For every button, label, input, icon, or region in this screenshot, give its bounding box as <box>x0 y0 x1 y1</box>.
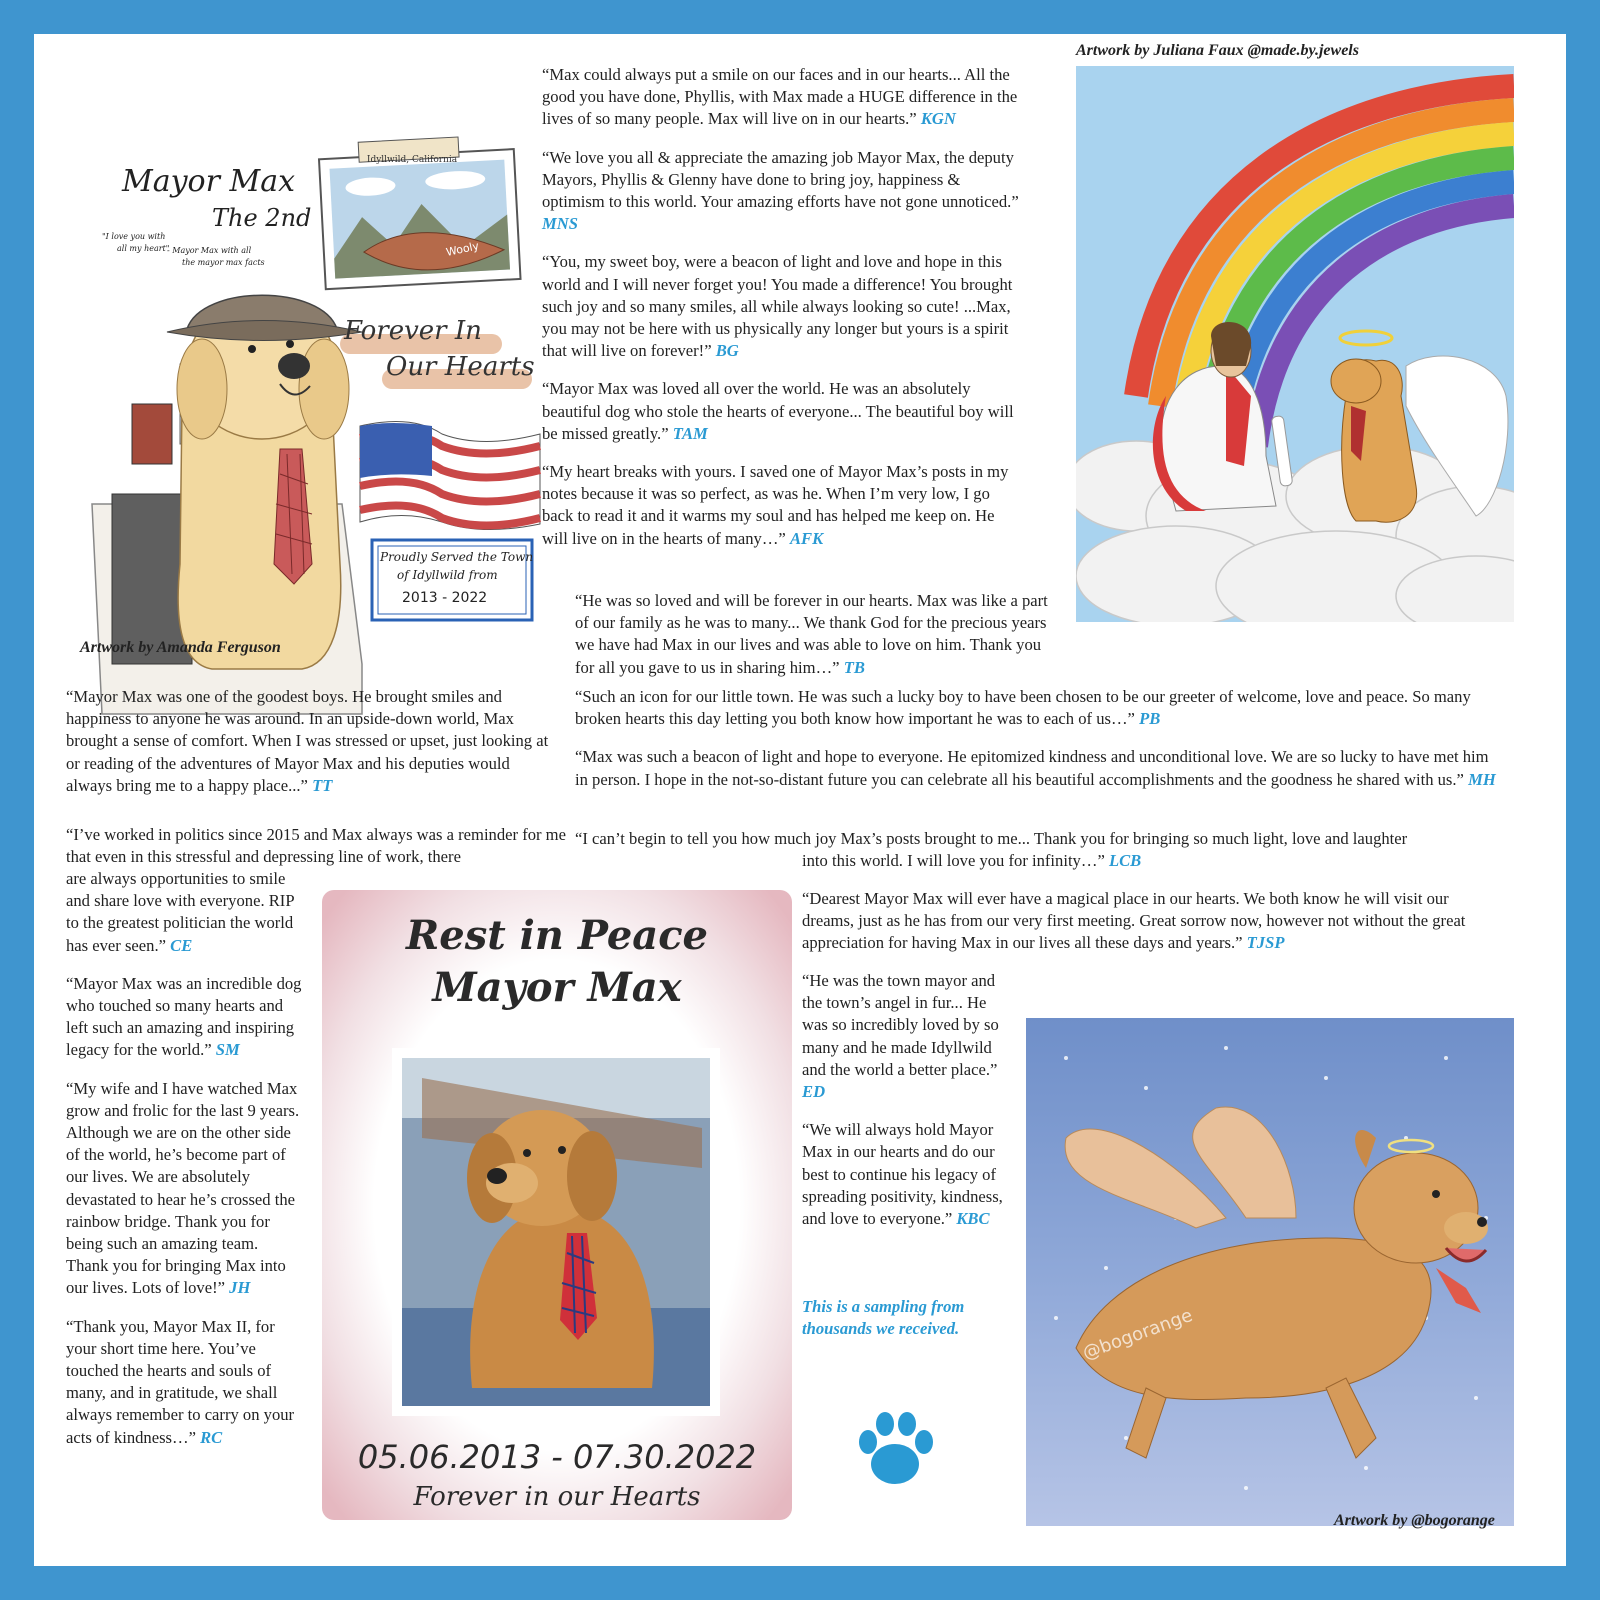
quote-tjsp: “Dearest Mayor Max will ever have a magical place in our hearts. We both know he will visit our dreams, just as he has from our very first meeting. Great sorrow now, however not without the great appreciation for having Max in our lives all these days and years.” TJSP <box>802 889 1466 953</box>
quote-kbc: “We will always hold Mayor Max in our hearts and do our best to continue his legacy of spreading positivity, kindness, and love to everyone.” KBC <box>802 1120 1003 1229</box>
max-photo-image <box>402 1058 710 1406</box>
rainbow-illustration <box>1076 66 1514 622</box>
memorial-dates: 05.06.2013 - 07.30.2022 <box>357 1438 757 1476</box>
quote-lcb-line1: “I can’t begin to tell you how much joy Max’s posts brought to me... Thank you for bringing so much light, love and laughter <box>575 829 1408 848</box>
quote-rc: “Thank you, Mayor Max II, for your short time here. You’ve touched the hearts and souls of many, and in gratitude, we shall always remember to carry on your acts of kindness…” RC <box>66 1316 295 1447</box>
rainbow-artwork <box>1076 66 1514 622</box>
quote-afk: “My heart breaks with yours. I saved one of Mayor Max’s posts in my notes because it was so perfect, as was he. When I’m very low, I go back to read it and it warms my soul and has helped me keep on. He will live on in the hearts of many…” AFK <box>542 462 1009 548</box>
our-hearts-text: Our Hearts <box>386 352 535 382</box>
quotes-top-center <box>542 64 1020 566</box>
quote-tam: “Mayor Max was loved all over the world. He was an absolutely beautiful dog who stole the hearts of everyone... The beautiful boy will be missed greatly.” TAM <box>542 379 1014 443</box>
newsletter-page <box>34 34 1566 1566</box>
bogorange-watermark: @bogorange <box>1079 1304 1196 1365</box>
quote-tt: “Mayor Max was one of the goodest boys. He brought smiles and happiness to anyone he was around. In an upside-down world, Max brought a sense of comfort. When I was stressed or upset, just looking at or reading of the adventures of Mayor Max and his deputies would always bring me to a happy place...” TT <box>66 687 549 795</box>
quote-kgn: “Max could always put a smile on our faces and in our hearts... All the good you have done, Phyllis, with Max made a HUGE difference in the lives of so many people. Max will live on in our hearts.” KGN <box>542 65 1018 129</box>
small-quote-4: the mayor max facts <box>182 258 265 267</box>
quote-ce: are always opportunities to smile and share love with everyone. RIP to the greatest politician the world has ever seen.” CE <box>66 869 294 955</box>
rip-title-1: Rest in Peace <box>406 912 708 959</box>
amanda-artwork <box>62 104 542 724</box>
credit-amanda: Artwork by Amanda Ferguson <box>80 639 281 656</box>
flying-dog-illustration <box>1026 1018 1514 1526</box>
the-2nd-title: The 2nd <box>212 204 312 232</box>
max-photo <box>392 1048 720 1416</box>
quote-mns: “We love you all & appreciate the amazing job Mayor Max, the deputy Mayors, Phyllis & Glenny have done to bring joy, happiness & optimism to this world. Your amazing efforts have not gone unnoticed.” MNS <box>542 147 1019 234</box>
small-quote-3: - Mayor Max with all <box>167 246 252 255</box>
quotes-left-wide <box>66 686 552 813</box>
hat-label: Wooly <box>444 239 481 259</box>
quote-ed: “He was the town mayor and the town’s angel in fur... He was so incredibly loved by so many and he made Idyllwild and the world a better place.” ED <box>802 971 999 1102</box>
forever-in-text: Forever In <box>344 316 482 346</box>
sign-line-1: Proudly Served the Town <box>380 550 534 564</box>
quote-mh: “Max was such a beacon of light and hope to everyone. He epitomized kindness and unconditional love. We are so lucky to have met him in person. I hope in the not-so-distant future you can celebrate all his beautiful accomplishments and the goodness he shared with us.” MH <box>575 747 1496 789</box>
credit-bogorange: Artwork by @bogorange <box>1334 1512 1495 1529</box>
quotes-right-narrow <box>802 970 1008 1246</box>
quote-pb: “Such an icon for our little town. He was such a lucky boy to have been chosen to be our greeter of welcome, love and peace. So many broken hearts this day letting you both know how important he was to each of us…” PB <box>575 687 1471 729</box>
quotes-left-narrow <box>66 868 304 1465</box>
sign-line-2: of Idyllwild from <box>397 568 498 582</box>
sign-years: 2013 - 2022 <box>402 590 488 606</box>
flying-dog-artwork <box>1026 1018 1514 1526</box>
american-flag <box>360 422 540 530</box>
quote-sm: “Mayor Max was an incredible dog who touched so many hearts and left such an amazing and inspiring legacy for the world.” SM <box>66 973 302 1060</box>
small-quote-2: all my heart" <box>117 244 170 253</box>
rip-title-2: Mayor Max <box>432 964 682 1011</box>
quote-lcb-line2: into this world. I will love you for infinity…” LCB <box>802 851 1142 870</box>
quote-ce-wide: “I’ve worked in politics since 2015 and Max always was a reminder for me that even in this stressful and depressing line of work, there <box>66 825 566 867</box>
sampling-note: This is a sampling from thousands we received. <box>802 1297 965 1338</box>
quote-jh: “My wife and I have watched Max grow and frolic for the last 9 years. Although we are on the other side of the world, he’s become part of our lives. We are absolutely devastated to hear he’s crossed the rainbow bridge. Thank you for being such an amazing team. Thank you for bringing Max into our lives. Lots of love!” JH <box>66 1078 300 1298</box>
quote-tb: “He was so loved and will be forever in our hearts. Max was like a part of our family as he was to many... We thank God for the precious years we have had Max in our lives and was able to love on him. Thank you for all you gave to us in sharing him…” TB <box>575 591 1048 677</box>
small-quote-1: "I love you with <box>102 232 166 241</box>
postcard-label: Idyllwild, California <box>366 155 458 165</box>
mayor-max-title: Mayor Max <box>122 164 296 199</box>
memorial-tagline: Forever in our Hearts <box>413 1482 701 1512</box>
quotes-right-wide <box>575 686 1505 807</box>
paw-print-icon <box>850 1404 940 1494</box>
credit-juliana: Artwork by Juliana Faux @made.by.jewels <box>1076 42 1359 59</box>
quote-bg: “You, my sweet boy, were a beacon of light and love and hope in this world and I will never forget you! You made a difference! You brought such joy and so many smiles, all while always looking so cute! ...Max, you may not be here with us physically any longer but yours is a spirit that will live on forever!” BG <box>542 252 1013 361</box>
memorial-card <box>322 890 792 1520</box>
